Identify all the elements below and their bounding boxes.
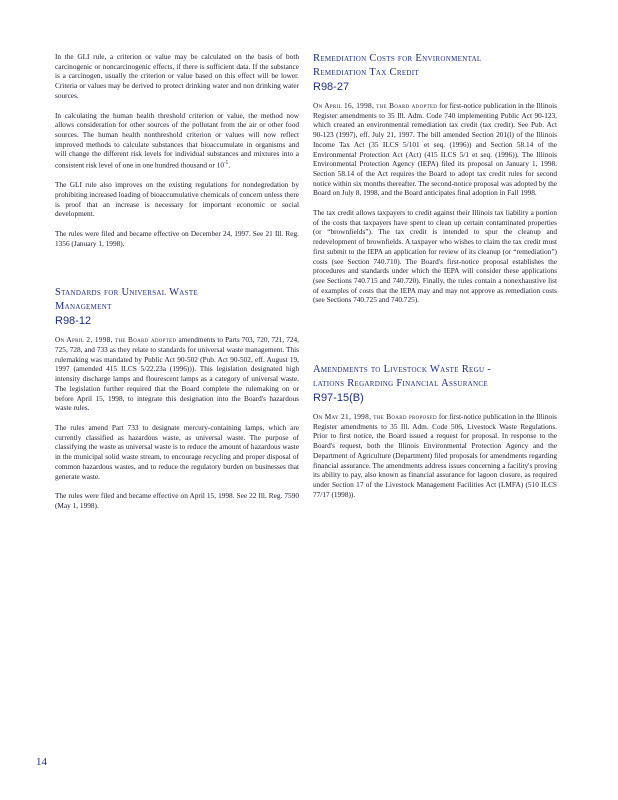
tax-credit-docket: R98-27: [313, 81, 350, 93]
livestock-lead: On May 21, 1998, the Board proposed: [313, 412, 437, 422]
universal-waste-paragraph-1: [55, 335, 299, 413]
tax-credit-heading-line2: Remediation Tax Credit: [313, 67, 419, 78]
right-column: [313, 52, 557, 509]
livestock-paragraph-1: [313, 412, 557, 499]
livestock-docket: R97-15(B): [313, 392, 364, 405]
tax-credit-paragraph-2: The tax credit allows taxpayers to credit against their Illinois tax liability a portion of the costs that taxpayers have spent to clean up certain contaminated properties (or “brownfields”). The tax credit is intended to spur the cleanup and redevelopment of brownfields. A taxpayer who wishes to claim the tax credit must first submit to the IEPA an application for review of its cleanup (or “remediation”) costs (see Section 740.710). The Board's first-notice proposal establishes the procedures and standards under which the IEPA will consider these applications (see Sections 740.715 and 740.720). Finally, the rules contain a nonexhaustive list of examples of costs that the IEPA may and may not approve as remediation costs (see Sections 740.725 and 740.725).: [313, 208, 557, 305]
livestock-paragraph-1-text: for first-notice publication in the Illinois Register amendments to 35 Ill. Adm. Code 506, Livestock Waste Regulations. Prior to first notice, the Board issued a request for proposal. In response to the Board's request, both the Illinois Environmental Protection Agency and the Department of Agriculture (Department) filed proposals for amendments regarding financial assurance. The amendments address issues concerning a facility's proving its ability to pay, also known as financial assurance for lagoon closure, as required under Section 17 of the Livestock Management Facilities Act (LMFA) (510 ILCS 77/17 (1998)).: [313, 412, 557, 499]
universal-waste-paragraph-2: The rules amend Part 733 to designate mercury-containing lamps, which are currently classified as hazardous waste, as universal waste. The purpose of classifying the waste as universal waste is to reduce the amount of hazardous waste in the municipal solid waste stream, to encourage recycling and proper disposal of common hazardous wastes, and to reduce the regulatory burden on businesses that generate waste.: [55, 423, 299, 481]
exponent: -5: [224, 161, 229, 167]
universal-waste-docket: R98-12: [55, 315, 92, 328]
universal-waste-paragraph-1-text: amendments to Parts 703, 720, 721, 724, 725, 728, and 733 as they relate to standards for universal waste management. This rulemaking was mandated by Public Act 90-502 (Pub. Act 90-502, eff. August 19, 1997 (amended 415 ILCS 5/22.23a (1996))). This legislation designated high intensity discharge lamps and flourescent lamps as a category of universal waste. The legislation further required that the Board complete the rulemaking on or before April 15, 1998, to integrate this designation into the Board's hazardous waste rules.: [55, 335, 299, 413]
tax-credit-lead: On April 16, 1998, the Board adopted: [313, 101, 438, 110]
universal-waste-heading-line2: Management: [55, 301, 112, 313]
gli-paragraph-3: The GLI rule also improves on the existing regulations for nondegredation by prohibiting increased loading of bioaccumulative chemicals of concern unless there is proof that an increase is necessary for important economic or social development.: [55, 180, 299, 219]
universal-waste-paragraph-3: The rules were filed and became effective on April 15, 1998. See 22 Ill. Reg. 7590 (May 1, 1998).: [55, 491, 299, 510]
gli-paragraph-2: In calculating the human health threshold criterion or value, the method now allows consideration for other sources of the pollutant from the air or other food sources. The human health nonthreshold criterion or values will now reflect improved methods to calculate substances that bioaccumulate in organisms and will change the different risk levels for individual substances and mixtures into a consistent risk level of one in one hundred thousand or $10^{-5}$.: [55, 110, 299, 170]
tax-credit-paragraph-1-text: for first-notice publication in the Illinois Register amendments to 35 Ill. Adm. Code 740 implementing Public Act 90-123, which created an environmental remediation tax credit (tax credit). See Pub. Act 90-123 (1997), eff. July 21, 1997. The bill amended Section 201(l) of the Illinois Income Tax Act (35 ILCS 5/101 et seq. (1996)) and Section 58.14 of the Environmental Protection Act (Act) (415 ILCS 5/1 et seq. (1996)). The Illinois Environmental Protection Agency (IEPA) filed its proposal on January 1, 1998. Section 58.14 of the Act requires the Board to adopt tax credit rules for second notice within six months thereafter. The second-notice proposal was adopted by the Board on July 8, 1998, and the Board anticipates final adoption in Fall 1998.: [313, 101, 558, 198]
universal-waste-heading-line1: Standards for Universal Waste: [55, 287, 198, 299]
livestock-heading-line2: lations Regarding Financial Assurance: [313, 378, 488, 390]
universal-waste-lead: On April 2, 1998, the Board adopted: [55, 335, 177, 345]
tax-credit-heading-line1: Remediation Costs for Environmental: [313, 53, 482, 64]
gli-paragraph-1: In the GLI rule, a criterion or value may be calculated on the basis of both carcinogenic or noncarcinogenic effects, if there is sufficient data. If the substance is a carcinogen, usually the criterion or value based on this effect will be lower. Criteria or values may be derived to protect drinking water and non drinking water sources.: [55, 52, 299, 100]
gli-paragraph-4: The rules were filed and became effective on December 24, 1997. See 21 Ill. Reg. 1356 (January 1, 1998).: [55, 228, 299, 248]
page-number: 14: [36, 756, 47, 768]
livestock-heading-line1: Amendments to Livestock Waste Regu -: [313, 364, 492, 376]
left-column: [55, 52, 299, 521]
gli-paragraph-2-text: In calculating the human health threshold criterion or value, the method now allows consideration for other sources of the pollutant from the air or other food sources. The human health nonthreshold criterion or values will now reflect improved methods to calculate substances that bioaccumulate in organisms and will change the different risk levels for individual substances and mixtures into a consistent risk level of one in one hundred thousand or 10: [55, 110, 299, 170]
tax-credit-paragraph-1: [313, 101, 557, 198]
